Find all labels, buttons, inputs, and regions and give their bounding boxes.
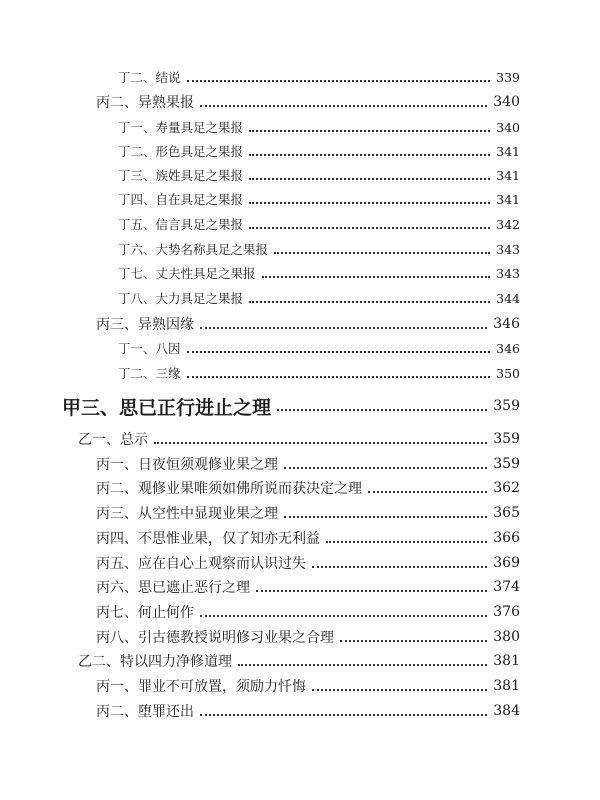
toc-entry-title: 丙一、罪业不可放置，须励力忏悔 xyxy=(96,679,306,695)
dot-leader xyxy=(368,491,487,493)
toc-entry-title: 乙一、总示 xyxy=(78,432,148,448)
toc-entry-page: 341 xyxy=(496,191,520,207)
toc-entry-page: 359 xyxy=(493,398,520,414)
dot-leader xyxy=(249,202,490,204)
toc-entry-title: 丙五、应在自心上观察而认识过失 xyxy=(96,556,306,572)
toc-entry-page: 381 xyxy=(493,653,520,669)
dot-leader xyxy=(187,351,491,353)
dot-leader xyxy=(312,566,487,568)
toc-entry-title: 丁六、大势名称具足之果报 xyxy=(118,242,269,257)
dot-leader xyxy=(274,252,490,254)
dot-leader xyxy=(249,301,490,303)
toc-entry xyxy=(0,337,600,359)
toc-entry-page: 344 xyxy=(496,290,520,306)
dot-leader xyxy=(238,664,487,666)
dot-leader xyxy=(249,130,490,132)
toc-entry xyxy=(0,476,600,500)
dot-leader xyxy=(200,105,487,107)
toc-entry-title: 丁一、寿量具足之果报 xyxy=(118,120,244,135)
toc-entry xyxy=(0,649,600,673)
toc-entry-title: 丙六、思已遮止恶行之理 xyxy=(96,580,250,596)
toc-entry-title: 丙一、日夜恒须观修业果之理 xyxy=(96,457,278,473)
toc-entry xyxy=(0,699,600,723)
toc-entry-title: 丁四、自在具足之果报 xyxy=(118,192,244,207)
toc-entry-title: 丁二、结说 xyxy=(118,70,181,85)
toc-entry xyxy=(0,427,600,451)
toc-entry-page: 346 xyxy=(496,340,520,356)
toc-entry-title: 乙二、特以四力净修道理 xyxy=(78,654,232,670)
toc-entry xyxy=(0,262,600,284)
toc-entry xyxy=(0,526,600,550)
dot-leader xyxy=(256,590,487,592)
toc-entry-title: 丙七、何止何作 xyxy=(96,605,194,621)
toc-entry-page: 376 xyxy=(493,604,520,620)
toc-entry-page: 341 xyxy=(496,167,520,183)
dot-leader xyxy=(262,276,491,278)
toc-entry xyxy=(0,575,600,599)
toc-entry-page: 346 xyxy=(493,316,520,332)
toc-entry-title: 丁二、三缘 xyxy=(118,366,181,381)
toc-entry-title: 甲三、思已正行进止之理 xyxy=(62,396,272,419)
toc-entry xyxy=(0,600,600,624)
toc-entry xyxy=(0,238,600,260)
toc-entry-title: 丁七、丈夫性具足之果报 xyxy=(118,266,256,281)
toc-entry-page: 339 xyxy=(496,69,520,85)
dot-leader xyxy=(284,467,487,469)
toc-entry-page: 342 xyxy=(496,216,520,232)
toc-entry xyxy=(0,116,600,138)
toc-entry-title: 丙八、引古德教授说明修习业果之合理 xyxy=(96,630,334,646)
dot-leader xyxy=(284,516,487,518)
dot-leader xyxy=(200,714,487,716)
toc-entry-page: 381 xyxy=(493,678,520,694)
toc-entry-title: 丙四、不思惟业果，仅了知亦无利益 xyxy=(96,531,320,547)
toc-entry-title: 丙三、从空性中显现业果之理 xyxy=(96,506,278,522)
toc-entry xyxy=(0,501,600,525)
dot-leader xyxy=(154,442,487,444)
dot-leader xyxy=(200,615,487,617)
toc-entry-page: 340 xyxy=(493,94,520,110)
toc-entry xyxy=(0,674,600,698)
toc-entry-page: 350 xyxy=(496,365,520,381)
dot-leader xyxy=(187,376,491,378)
toc-entry-page: 366 xyxy=(493,530,520,546)
toc-entry xyxy=(0,287,600,309)
toc-entry-title: 丁八、大力具足之果报 xyxy=(118,291,244,306)
toc-chapter-heading xyxy=(0,391,600,421)
toc-entry xyxy=(0,213,600,235)
toc-entry-page: 362 xyxy=(493,480,520,496)
dot-leader xyxy=(249,154,490,156)
toc-entry xyxy=(0,188,600,210)
toc-entry xyxy=(0,362,600,384)
toc-entry-page: 341 xyxy=(496,143,520,159)
toc-entry xyxy=(0,452,600,476)
toc-entry xyxy=(0,140,600,162)
toc-entry-title: 丁二、形色具足之果报 xyxy=(118,144,244,159)
toc-entry-page: 343 xyxy=(496,265,520,281)
dot-leader xyxy=(312,689,487,691)
dot-leader xyxy=(187,80,491,82)
dot-leader xyxy=(249,227,490,229)
toc-entry xyxy=(0,90,600,114)
toc-entry-page: 365 xyxy=(493,505,520,521)
dot-leader xyxy=(277,409,487,411)
toc-entry-page: 340 xyxy=(496,119,520,135)
toc-entry-title: 丙三、异熟因缘 xyxy=(96,317,194,333)
toc-entry-page: 384 xyxy=(493,703,520,719)
toc-entry xyxy=(0,551,600,575)
toc-entry xyxy=(0,164,600,186)
dot-leader xyxy=(340,640,487,642)
dot-leader xyxy=(249,178,490,180)
toc-entry-page: 359 xyxy=(493,456,520,472)
toc-entry-title: 丁三、族姓具足之果报 xyxy=(118,168,244,183)
toc-entry-page: 343 xyxy=(496,241,520,257)
toc-entry xyxy=(0,625,600,649)
toc-entry-page: 380 xyxy=(493,629,520,645)
toc-entry-title: 丁五、信言具足之果报 xyxy=(118,217,244,232)
toc-entry-page: 374 xyxy=(493,579,520,595)
toc-entry xyxy=(0,312,600,336)
dot-leader xyxy=(326,541,487,543)
toc-entry-page: 359 xyxy=(493,431,520,447)
toc-entry-title: 丙二、异熟果报 xyxy=(96,95,194,111)
dot-leader xyxy=(200,327,487,329)
toc-entry-title: 丙二、堕罪还出 xyxy=(96,704,194,720)
toc-entry-title: 丁一、八因 xyxy=(118,341,181,356)
toc-entry-title: 丙二、观修业果唯须如佛所说而获决定之理 xyxy=(96,481,362,497)
toc-entry xyxy=(0,66,600,88)
toc-entry-page: 369 xyxy=(493,555,520,571)
